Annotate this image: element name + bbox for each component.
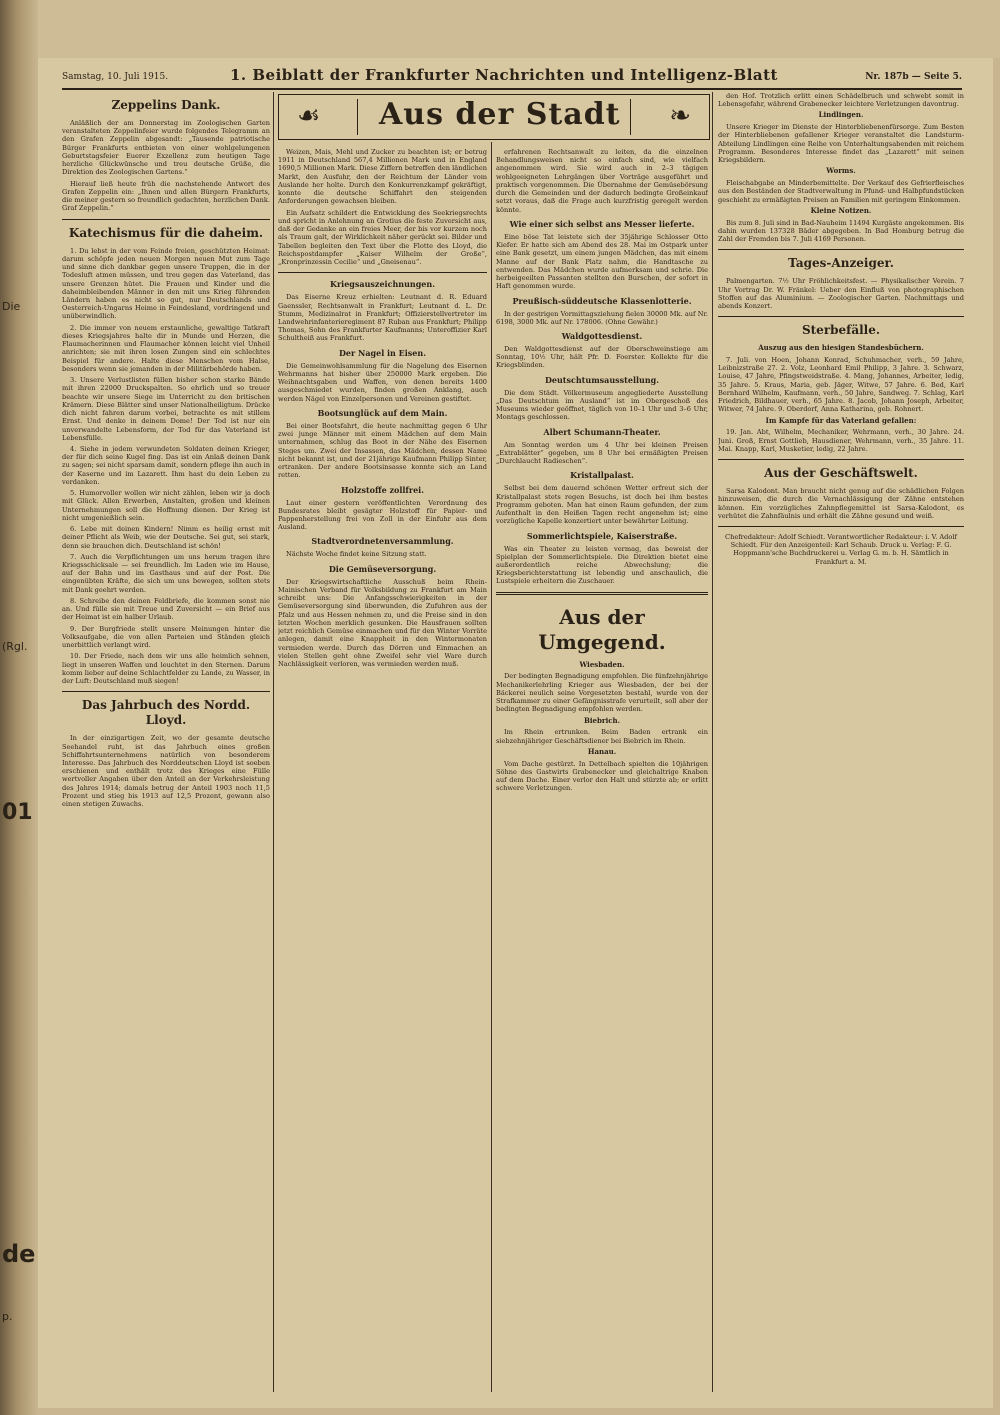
article-heading: Die Gemüseversorgung. xyxy=(328,563,437,574)
article-text: 4. Siehe in jedem verwundeten Soldaten deinen Krieger, der für dich seine Kugel fing. Das ist ein Anlaß deinen Dank zu sagen; sei nicht sparsam damit, sondern pflege ihn auch in der Kaserne und im Lazarett. Ihm hast du dein Leben zu verdanken. xyxy=(62,444,270,486)
article-text: 6. Lebe mit deinen Kindern! Nimm es heilig ernst mit deiner Pflicht als Weib, wie der Deutsche. Sei gut, sei stark, denn sie brauchen dich. Deutschland ist schön! xyxy=(62,525,270,550)
divider xyxy=(718,526,964,527)
divider xyxy=(718,249,964,250)
article-heading: Wie einer sich selbst ans Messer lieferte. xyxy=(509,218,695,229)
column-rule xyxy=(273,92,274,1392)
article-text: 5. Humorvoller wollen wir nicht zählen, leben wir ja doch mit Glück. Allen Erwerben, Anstalten, großen und kleinen Unternehmungen soll die Hoffnung dienen. Der Krieg ist nicht umgenießlich sein. xyxy=(62,489,270,522)
section-title: Aus der Umgegend. xyxy=(538,604,666,654)
divider xyxy=(62,691,270,692)
column-4 xyxy=(718,92,964,1392)
article-text: Sarsa Kalodont. Man braucht nicht genug auf die schädlichen Folgen hinzuweisen, die durch die Vernachlässigung der Zähne entstehen können. Ein vorzügliches Zahnpflegemittel ist Sarsa-Kalodont, es verhütet die Zahnfäulnis und erhält die Zähne gesund und weiß. xyxy=(718,487,964,520)
binding-fragment: de xyxy=(2,1240,36,1268)
article-text: Was ein Theater zu leisten vermag, das beweist der Spielplan der Sommerlichtspiele. Die Direktion bietet eine außerordentlich reiche Abwechslung; die Kriegsberichterstattung ist lebendig und anschaulich, die Lustspiele erheitern die Zuschauer. xyxy=(496,544,708,586)
article-text: 10. Der Friede, nach dem wir uns alle heimlich sehnen, liegt in unseren Waffen und leuchtet in den Sternen. Darum komm lieber auf deine Schlachtfelder zu Lande, zu Wasser, in der Luft: Deutschland muß siegen! xyxy=(62,652,270,686)
article-text: Bei einer Bootsfahrt, die heute nachmittag gegen 6 Uhr zwei junge Männer mit einem Mädchen auf dem Main unternahmen, schlug das Boot in der Nähe des Eisernen Steges um. Zwei der Insassen, das Mädchen, dessen Name nicht bekannt ist, und der 21jährige Kaufmann Philipp Sinter, ertranken. Der andere Bootsinsasse konnte sich an Land retten. xyxy=(278,421,487,480)
banner-rule xyxy=(630,99,631,135)
column-1 xyxy=(62,92,270,1392)
article-text: 19. Jan. Abt, Wilhelm, Mechaniker, Wehrmann, verh., 30 Jahre. 24. Juni. Groß, Ernst Gottlieb, Hausdiener, Wehrmann, verh., 35 Jahre. 11. Mai. Knapp, Karl, Musketier, ledig, 22 Jahre. xyxy=(718,428,964,453)
section-title: Aus der Stadt xyxy=(379,97,621,132)
article-text: Vom Dache gestürzt. In Dettelbach spielten die 10jährigen Söhne des Gastwirts Grabenecker und gleichaltrige Knaben auf dem Dache. Einer verlor den Halt und stürzte ab; er erlitt schwere Verletzungen. xyxy=(496,759,708,793)
article-heading: Zeppelins Dank. xyxy=(111,98,221,112)
article-text: Eine böse Tat leistete sich der 35jährige Schlosser Otto Kiefer. Er hatte sich am Abend des 28. Mai im Ostpark unter eine Bank gesetzt, um einem jungen Mädchen, das mit einem Manne auf der Bank Platz nahm, die Handtasche zu entwenden. Das Mädchen wurde aufmerksam und schrie. Die herbeigeeilten Passanten stellten den Burschen, der sofort in Haft genommen wurde. xyxy=(496,232,708,291)
article-text: 7. Juli. von Hoen, Johann Konrad, Schuhmacher, verh., 59 Jahre, Leibnizstraße 27. 2. Volz, Leonhard Emil Philipp, 3 Jahre. 3. Schwarz, Louise, 47 Jahre, Pfingstweidstraße. 4. Mang, Johannes, Arbeiter, ledig, 35 Jahre. 5. Kraus, Maria, geb. Jäger, Witwe, 57 Jahre. 6. Bed, Karl Bernhard Wilhelm, Kaufmann, verh., 50 Jahre, Sandweg. 7. Schlag, Karl Friedrich, Bildhauer, verh., 65 Jahre. 8. Jacob, Johann Joseph, Arbeiter, Witwer, 74 Jahre. 9. Oberdorf, Anna Katharina, geb. Rohnert. xyxy=(718,355,964,414)
place-heading: Hanau. xyxy=(587,746,617,756)
article-heading: Deutschtumsausstellung. xyxy=(544,374,660,385)
article-heading: Kriegsauszeichnungen. xyxy=(330,279,435,290)
article-text: Nächste Woche findet keine Sitzung statt. xyxy=(286,550,427,559)
article-text: Weizen, Mais, Mehl und Zucker zu beachten ist; er betrug 1911 in Deutschland 567,4 Millionen Mark und in England 1690,5 Millionen Mark. Diese Ziffern betreffen den ländlichen Markt, den Ausfuhr, den der Reichtum der Länder vom Auslande her holte. Durch den Konkurrenzkampf gekräftigt, konnte die deutsche Schiffahrt den steigenden Anforderungen gewachsen bleiben. xyxy=(278,148,487,206)
article-text: Den Waldgottesdienst auf der Oberschweinstiege am Sonntag, 10½ Uhr, hält Pfr. D. Foerster. Kollekte für die Kriegsblinden. xyxy=(496,344,708,370)
binding-fragment: (Rgl. xyxy=(2,640,28,653)
article-heading: Tages-Anzeiger. xyxy=(788,256,894,271)
article-text: Der Kriegswirtschaftliche Ausschuß beim Rhein-Mainischen Verband für Volksbildung zu Frankfurt am Main schreibt uns: Die Anfangsschwierigkeiten in der Gemüseversorgung sind überwunden, die Zufuhren aus der Pfalz und aus Hessen nehmen zu, und die Preise sind in den letzten Wochen merklich gesunken. Die Hausfrauen sollten jetzt reichlich Gemüse einmachen und für den Winter Vorräte anlegen, damit eine Knappheit in den Wintermonaten vermieden werde. Durch das Dörren und Einmachen an vielen Stellen geht ohne Zweifel sehr viel Ware durch Nachlässigkeit verloren, was vermieden werden muß. xyxy=(278,577,487,669)
article-heading: Aus der Geschäftswelt. xyxy=(764,466,918,481)
banner-rule xyxy=(357,99,358,135)
article-text: 7. Auch die Verpflichtungen um uns herum tragen ihre Kriegsschicksale — sei freundlich. Im Laden wie im Hause, auf der Bahn und im Gasthaus und auf der Post. Die eingenübten Kräfte, die sich um uns bewegen, sollten stets mit Dank geehrt werden. xyxy=(62,552,270,594)
article-heading: Der Nagel in Eisen. xyxy=(338,347,426,358)
article-text: Palmengarten. 7½ Uhr Fröhlichkeitsfest. — Physikalischer Verein. 7 Uhr Vortrag Dr. W. Fränkel: Ueber den Einfluß von photographischen Stoffen auf das Aluminium. — Zoologischer Garten. Nachmittags und abends Konzert. xyxy=(718,277,964,310)
column-rule xyxy=(491,142,492,1392)
article-text: 9. Der Burgfriede stellt unsere Meinungen hinter die Volksaufgabe, die von allen Parteien und Ständen gleich unerbittlich verlangt wird. xyxy=(62,624,270,650)
page-number: Nr. 187b — Seite 5. xyxy=(865,72,962,82)
article-text: 3. Unsere Verlustlisten füllen bisher schon starke Bände mit ihren 22000 Druckspalten. So ehrlich und so treuer beachte wir unsere Siege im Unterricht zu den britischen Krämern. Diese Blätter sind unser Nationalheiligtum. Drücke dich nicht fahren darum vorbei, betrachte es mit stillem Ernst. Und denke in deinem Dome! Der Tod ist nur ein unverwandelte Lebensform, der Tod für das Vaterland ist Lebensfülle. xyxy=(62,376,270,442)
article-heading: Albert Schumann-Theater. xyxy=(543,426,661,437)
ornament-left-icon: ☙ xyxy=(297,101,321,131)
divider xyxy=(718,316,964,317)
list-heading: Auszug aus den hiesigen Standesbüchern. xyxy=(758,343,924,353)
list-heading: Im Kampfe für das Vaterland gefallen: xyxy=(765,415,917,425)
article-text: 1. Du lebst in der vom Feinde freien, geschützten Heimat: darum schöpfe jeden neuen Morgen neuen Mut zum Tage und sinne dich dankbar gegen unsere Truppen, die in der Todesluft atmen müssen, und treu gegen das Vaterland, das unsere Grenzen hütet. Die Frauen und Kinder und die daheimbleibenden Männer in den mit uns Krieg führenden Ländern haben es nicht so gut, nur Deutschlands und Oesterreich-Ungarns Heime in Feindesland, vordringend und unüberwindlich. xyxy=(62,246,270,321)
article-heading: Holzstoffe zollfrei. xyxy=(341,484,424,495)
article-text: In der gestrigen Vormittagsziehung fielen 30000 Mk. auf Nr. 6198, 3000 Mk. auf Nr. 178006. (Ohne Gewähr.) xyxy=(496,309,708,326)
article-heading: Preußisch-süddeutsche Klassenlotterie. xyxy=(512,295,692,306)
page-header xyxy=(62,66,962,90)
article-text: Die dem Städt. Völkermuseum angegliederte Ausstellung „Das Deutschtum im Ausland“ ist im Obergeschoß des Museums wieder geöffnet, täglich von 10–1 Uhr und 3–6 Uhr, Montags geschlossen. xyxy=(496,388,708,422)
article-heading: Das Jahrbuch des Nordd. Lloyd. xyxy=(81,698,251,728)
article-text: 8. Schreibe den deinen Feldbriefe, die kommen sonst nie an. Und fülle sie mit Treue und Zuversicht — ein Brief aus der Heimat ist ein halber Urlaub. xyxy=(62,596,270,622)
divider xyxy=(278,272,487,273)
column-rule xyxy=(712,92,713,1392)
article-text: In der einzigartigen Zeit, wo der gesamte deutsche Seehandel ruht, ist das Jahrbuch eines großen Schiffahrtsunternehmens natürlich von besonderem Interesse. Das Jahrbuch des Norddeutschen Lloyd ist soeben erschienen und enthält trotz des Krieges eine Fülle wertvoller Angaben über den Anteil an der Verkehrsleistung des Jahres 1914; damals betrug der Anteil 1903 noch 11,5 Prozent und stieg bis 1913 auf 12,5 Prozent, gewann also einen stetigen Zuwachs. xyxy=(62,734,270,809)
place-heading: Kleine Notizen. xyxy=(810,205,872,215)
article-heading: Kristallpalast. xyxy=(570,470,634,481)
article-text: Die Gemeinwohlsammlung für die Nagelung des Eisernen Wehrmanns hat bisher über 250000 Mark ergeben. Die Weihnachtsgaben und Waffen, von denen bereits 1400 ausgeschmiedet wurden, finden großen Anklang, auch werden Nägel von Einzelpersonen und Vereinen gestiftet. xyxy=(278,361,487,403)
binding-fragment: 01 xyxy=(2,800,33,825)
article-heading: Stadtverordnetenversammlung. xyxy=(311,536,454,547)
top-margin xyxy=(38,0,1000,58)
place-heading: Worms. xyxy=(826,166,856,176)
article-heading: Waldgottesdienst. xyxy=(561,330,643,341)
article-heading: Katechismus für die daheim. xyxy=(68,225,264,240)
article-text: Hierauf ließ heute früh die nachstehende Antwort des Grafen Zeppelin ein: „Ihnen und allen Bürgern Frankfurts, die meiner gestern so freundlich gedachten, herzlichen Dank. Graf Zeppelin.“ xyxy=(62,179,270,213)
article-text: Selbst bei dem dauernd schönen Wetter erfreut sich der Kristallpalast stets regen Besuchs, ist doch bei ihm bestes Programm geboten. Man hat einen Raum gefunden, der zum Aufenthalt in den Heißen Tagen recht angenehm ist; eine vorzügliche Kapelle konzertiert unter bewährter Leitung. xyxy=(496,484,708,526)
article-text: den Hof. Trotzlich erlitt einen Schädelbruch und schwebt somit in Lebensgefahr, während Grabenecker leichtere Verletzungen davontrug. xyxy=(718,92,964,109)
article-text: erfahrenen Rechtsanwalt zu leiten, da die einzelnen Behandlungsweisen nicht so einfach sind, wie vielfach angenommen wird. Sie wird auch in 2–3 tägigen wohlgeeigneten Lehrgängen über Vorträge ausgeführt und praktisch vorgenommen. Die Übernahme der Gemüsebörsung durch die Gemeinden und der dadurch bedingte Großeinkauf setzt voraus, daß die Frage auch kurzfristig geregelt werden könnte. xyxy=(496,148,708,214)
article-heading: Bootsunglück auf dem Main. xyxy=(317,407,448,418)
section-banner xyxy=(278,94,710,140)
article-text: Der bedingten Begnadigung empfohlen. Die fünfzehnjährige Mechanikerlehrling Krieger aus Wiesbaden, der bei der Bäckerei neulich seine Vorgesetzten bestahl, wurde von der Strafkammer zu einer Gefängnisstrafe verurteilt, soll aber der bedingten Begnadigung empfohlen werden. xyxy=(496,672,708,714)
divider xyxy=(496,592,708,595)
page-binding-edge xyxy=(0,0,38,1415)
divider xyxy=(718,459,964,460)
imprint: Chefredakteur: Adolf Schiedt. Verantwortlicher Redakteur: i. V. Adolf Schiedt. Für den Anzeigenteil: Karl Schaub. Druck u. Verlag: F. G. Hoppmann'sche Buchdruckerei u. Verlag G. m. b. H. Sämtlich in Frankfurt a. M. xyxy=(725,533,957,566)
article-text: 2. Die immer von neuem erstaunliche, gewaltige Tatkraft dieses Kriegsjahres halte dir in Munde und Herzen, die Flaumacherinnen und Flaumacher können leicht viel Unheil anrichten; sie mit ihren losen Zungen sind ein schlechtes Beispiel für andere. Halte diese Menschen vom Halse, besonders wenn sie jemanden in der Militärbehörde haben. xyxy=(62,323,270,373)
article-text: Ein Aufsatz schildert die Entwicklung des Seekriegsrechts und spricht in Anlehnung an Grotius die feste Zuversicht aus, daß der Gedanke an ein freies Meer, der bis vor kurzem noch als Traum galt, der Wirklichkeit näher gerückt sei. Bilder und Tabellen begleiten den Text über die Flotte des Lloyd, die Reichspostdampfer „Kaiser Wilhelm der Große“, „Kronprinzessin Cecilie“ und „Gneisenau“. xyxy=(278,208,487,267)
article-text: Bis zum 8. Juli sind in Bad-Nauheim 11494 Kurgäste angekommen. Bis dahin wurden 137328 Bäder abgegeben. In Bad Homburg betrug die Zahl der Fremden bis 7. Juli 4169 Personen. xyxy=(718,218,964,244)
article-text: Unsere Krieger im Dienste der Hinterbliebenenfürsorge. Zum Besten der Hinterbliebenen gefallener Krieger veranstaltet die Landsturm-Abteilung Lindlingen eine Reihe von Unterhaltungsabenden mit reichem Programm. Besonderes Interesse findet das „Lazarett“ mit seinen Kriegsbildern. xyxy=(718,123,964,165)
article-text: Das Eiserne Kreuz erhielten: Leutnant d. R. Eduard Gaenssler, Rechtsanwalt in Frankfurt; Leutnant d. L. Dr. Stumm, Medizinalrat in Frankfurt; Offizierstellvertreter im Landwehrinfanterieregiment 87 Ruban aus Frankfurt; Philipp Thomas, Sohn des Frankfurter Kaufmanns; Unteroffizier Karl Schultheiß aus Frankfurt. xyxy=(278,293,487,343)
ornament-right-icon: ❧ xyxy=(669,101,691,131)
article-text: Anläßlich der am Donnerstag im Zoologischen Garten veranstalteten Zeppelinfeier wurde folgendes Telegramm an den Grafen Zeppelin abgesandt: „Tausende patriotische Bürger Frankfurts entbieten von einer wohlgelungenen Geburtstagsfeier Euerer Exzellenz zum heutigen Tage herzliche Glückwünsche und treu deutsche Grüße, die Direktion des Zoologischen Gartens.“ xyxy=(62,119,270,177)
place-heading: Wiesbaden. xyxy=(579,659,625,669)
article-text: Laut einer gestern veröffentlichten Verordnung des Bundesrates bleibt gesägter Holzstoff für Papier- und Pappenherstellung frei von Zoll in der Einfuhr aus dem Ausland. xyxy=(278,498,487,532)
column-3 xyxy=(496,148,708,1398)
place-heading: Lindlingen. xyxy=(818,110,864,120)
supplement-title: 1. Beiblatt der Frankfurter Nachrichten und Intelligenz-Blatt xyxy=(230,66,778,84)
divider xyxy=(62,219,270,220)
article-heading: Sommerlichtspiele, Kaiserstraße. xyxy=(526,530,678,541)
binding-fragment: p. xyxy=(2,1310,13,1323)
place-heading: Biebrich. xyxy=(583,715,621,725)
issue-date: Samstag, 10. Juli 1915. xyxy=(62,72,169,82)
article-heading: Sterbefälle. xyxy=(801,323,881,338)
article-text: Am Sonntag werden um 4 Uhr bei kleinen Preisen „Extrablätter“ gegeben, um 8 Uhr bei ermäßigten Preisen „Durchlaucht Radieschen“. xyxy=(496,440,708,466)
binding-fragment: Die xyxy=(2,300,21,313)
article-text: Im Rhein ertrunken. Beim Baden ertrank ein siebzehnjähriger Geschäftsdiener bei Biebrich im Rhein. xyxy=(496,728,708,745)
article-text: Fleischabgabe an Minderbemittelte. Der Verkauf des Gefrierfleisches aus den Beständen der Stadtverwaltung in Pfund- und Halbpfundstücken geschieht zu ermäßigten Preisen an Familien mit geringem Einkommen. xyxy=(718,179,964,204)
column-2 xyxy=(278,148,487,1398)
